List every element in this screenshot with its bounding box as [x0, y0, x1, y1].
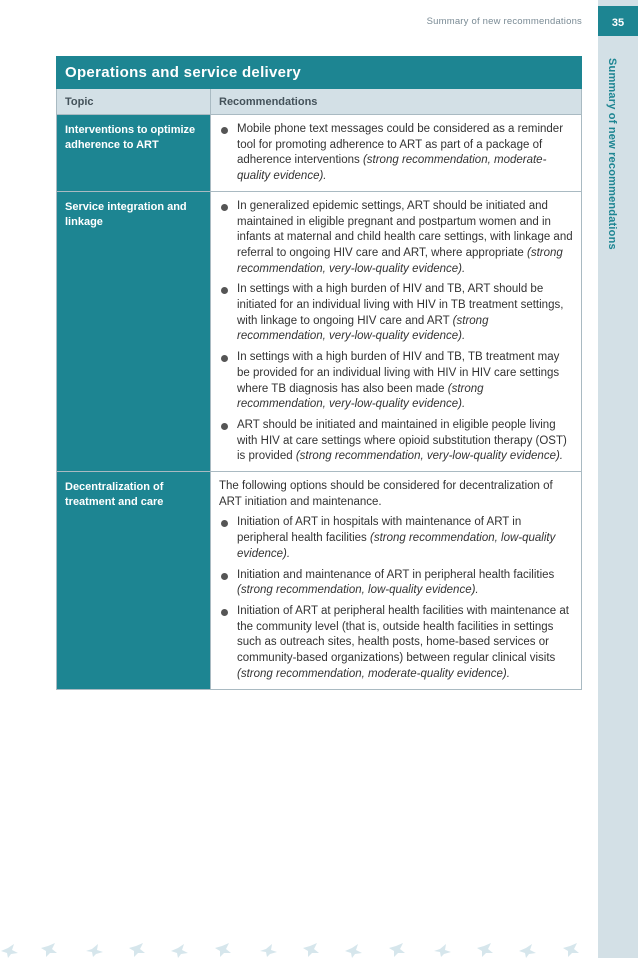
row-topic: Service integration and linkage — [57, 191, 211, 471]
bullet-icon — [221, 573, 228, 580]
bullet-icon — [221, 520, 228, 527]
bullet-icon — [221, 609, 228, 616]
recommendation-item: In generalized epidemic settings, ART should be initiated and maintained in eligible pregnant and postpartum women and in infants at maternal and child health care settings, with linkage and referral to ongoing HIV care and ART, where appropriate (strong recommendation, very-low-quality evidence). — [219, 199, 573, 278]
page-number: 35 — [598, 6, 638, 36]
recommendation-item: Initiation of ART in hospitals with maintenance of ART in peripheral health facilities (strong recommendation, low-quality evidence). — [219, 515, 573, 562]
running-header: Summary of new recommendations — [426, 16, 582, 27]
bullet-icon — [221, 287, 228, 294]
side-tab — [598, 0, 638, 958]
bullet-icon — [221, 355, 228, 362]
row-recommendations — [211, 191, 582, 471]
recommendations-table — [56, 56, 582, 690]
recommendation-item: In settings with a high burden of HIV and TB, ART should be initiated for an individual living with HIV in TB treatment settings, with linkage to ongoing HIV care and ART (strong recommendation, very-low-quality evidence). — [219, 282, 573, 345]
table-row — [57, 191, 582, 471]
row-recommendations — [211, 472, 582, 689]
evidence-note: (strong recommendation, very-low-quality evidence). — [237, 246, 563, 275]
bullet-icon — [221, 127, 228, 134]
recommendation-item: Initiation and maintenance of ART in peripheral health facilities (strong recommendation, low-quality evidence). — [219, 568, 573, 599]
table-row — [57, 472, 582, 689]
row-recommendations — [211, 115, 582, 192]
column-header-recommendations: Recommendations — [211, 89, 582, 115]
recommendation-item: In settings with a high burden of HIV and TB, TB treatment may be provided for an individual living with HIV in HIV care settings where TB diagnosis has also been made (strong recommendation, very-low-quality evidence). — [219, 350, 573, 413]
recommendation-item: ART should be initiated and maintained in eligible people living with HIV at care settings where opioid substitution therapy (OST) is provided (strong recommendation, very-low-quality evidence). — [219, 418, 573, 465]
recommendation-item: Initiation of ART at peripheral health facilities with maintenance at the community level (that is, outside health facilities in settings such as outreach sites, health posts, home-based services or community-based organizations) between regular clinical visits (strong recommendation, moderate-quality evidence). — [219, 604, 573, 683]
evidence-note: (strong recommendation, very-low-quality evidence). — [237, 382, 484, 411]
evidence-note: (strong recommendation, low-quality evidence). — [237, 584, 479, 597]
recommendation-intro: The following options should be considered for decentralization of ART initiation and maintenance. — [219, 480, 553, 508]
evidence-note: (strong recommendation, moderate-quality evidence). — [237, 667, 510, 680]
bullet-icon — [221, 204, 228, 211]
evidence-note: (strong recommendation, very-low-quality evidence). — [237, 314, 489, 343]
evidence-note: (strong recommendation, moderate-quality evidence). — [237, 154, 547, 183]
column-header-topic: Topic — [57, 89, 211, 115]
evidence-note: (strong recommendation, low-quality evidence). — [237, 532, 556, 560]
table-row — [57, 115, 582, 192]
table-title: Operations and service delivery — [57, 57, 582, 89]
bullet-icon — [221, 423, 228, 430]
side-tab-label: Summary of new recommendations — [606, 58, 618, 250]
row-topic: Interventions to optimize adherence to ART — [57, 115, 211, 192]
recommendation-item: Mobile phone text messages could be considered as a reminder tool for promoting adherence to ART as part of a package of adherence interventions (strong recommendation, moderate-quality evidence). — [219, 122, 573, 185]
row-topic: Decentralization of treatment and care — [57, 472, 211, 689]
decorative-footer-pattern — [0, 936, 598, 958]
evidence-note: (strong recommendation, very-low-quality evidence). — [295, 450, 563, 463]
